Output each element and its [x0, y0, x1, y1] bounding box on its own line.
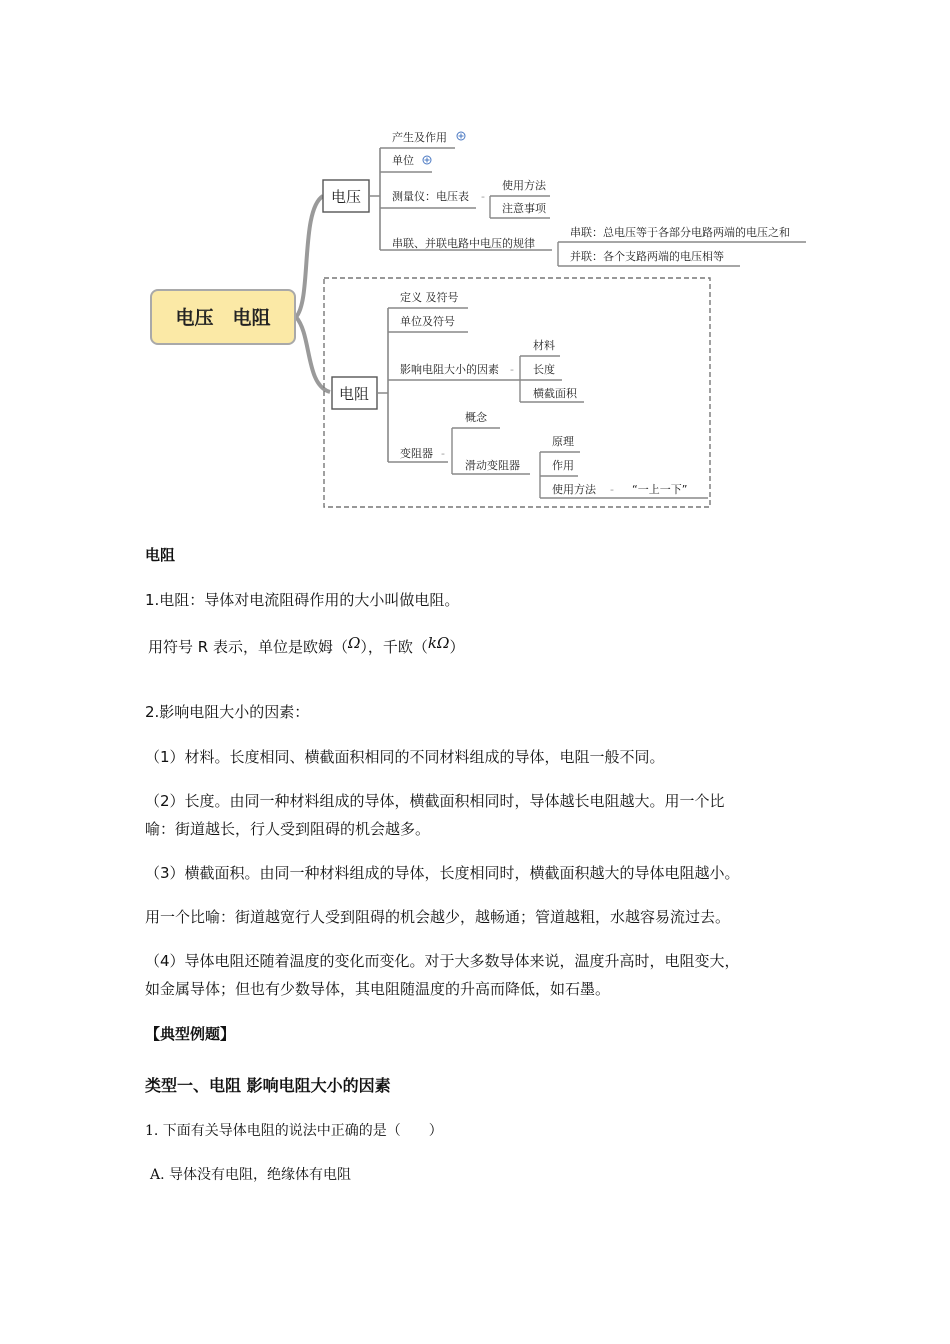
- ohm-symbol: Ω: [347, 634, 361, 652]
- resistance-connector: [377, 308, 388, 462]
- voltage-meter: 测量仪：电压表: [392, 190, 469, 203]
- resistance-child-lines: [388, 308, 520, 462]
- voltage-node-label: 电压: [330, 188, 362, 206]
- slider-function: 作用: [552, 459, 574, 472]
- svg-text:-: -: [441, 447, 445, 460]
- paragraph-factor-area-analogy: 用一个比喻：街道越宽行人受到阻碍的机会越少，越畅通；管道越粗，水越容易流过去。: [145, 908, 731, 926]
- question-1: 1. 下面有关导体电阻的说法中正确的是（ ）: [145, 1123, 443, 1139]
- examples-heading: 【典型例题】: [145, 1025, 236, 1043]
- type-heading: 类型一、电阻 影响电阻大小的因素: [145, 1076, 391, 1095]
- factor-length-line2: 喻：街道越长，行人受到阻碍的机会越多。: [145, 820, 431, 838]
- paragraph-units: [148, 633, 464, 661]
- slider-usage: 使用方法: [552, 483, 596, 496]
- rheostat-concept: 概念: [465, 411, 487, 424]
- units-text-c: ）: [449, 638, 465, 656]
- factor-temp-line2: 如金属导体；但也有少数导体，其电阻随温度的升高而降低，如石墨。: [145, 980, 611, 998]
- factor-area: 横截面积: [533, 387, 577, 400]
- resistance-unit: 单位及符号: [400, 315, 455, 328]
- voltage-rule: 串联、并联电路中电压的规律: [392, 237, 535, 250]
- question-1-option-a: A. 导体没有电阻，绝缘体有电阻: [150, 1167, 352, 1183]
- factor-temp-line1: （4）导体电阻还随着温度的变化而变化。对于大多数导体来说，温度升高时，电阻变大，: [145, 952, 740, 970]
- svg-text:-: -: [510, 363, 514, 376]
- voltage-production: 产生及作用: [392, 131, 447, 144]
- meter-notes: 注意事项: [502, 202, 546, 215]
- section-heading: 电阻: [145, 546, 176, 564]
- paragraph-factor-material: （1）材料。长度相同、横截面积相同的不同材料组成的导体，电阻一般不同。: [145, 748, 665, 766]
- mind-map: [0, 0, 950, 530]
- rheostat-slider: 滑动变阻器: [465, 459, 520, 472]
- meter-use: 使用方法: [502, 179, 546, 192]
- root-branch-voltage: [296, 196, 323, 317]
- kohm-symbol: kΩ: [427, 634, 450, 652]
- slider-principle: 原理: [552, 435, 574, 448]
- svg-text:-: -: [481, 190, 485, 203]
- paragraph-definition: 1.电阻：导体对电流阻碍作用的大小叫做电阻。: [145, 591, 460, 609]
- units-text-b: ），千欧（: [360, 638, 428, 656]
- voltage-series: 串联：总电压等于各部分电路两端的电压之和: [570, 226, 790, 239]
- svg-text:-: -: [610, 483, 614, 496]
- voltage-connector: [369, 148, 380, 250]
- paragraph-factor-length: [145, 787, 725, 843]
- usage-rule: “一上一下”: [632, 483, 688, 496]
- resistance-node-label: 电阻: [338, 385, 370, 403]
- factor-length-line1: （2）长度。由同一种材料组成的导体，横截面积相同时，导体越长电阻越大。用一个比: [145, 792, 725, 810]
- resistance-factors: 影响电阻大小的因素: [400, 363, 499, 376]
- root-branch-resistance: [296, 317, 330, 392]
- resistance-rheostat: 变阻器: [400, 447, 433, 460]
- factor-length: 长度: [533, 363, 555, 376]
- paragraph-factor-area: （3）横截面积。由同一种材料组成的导体，长度相同时，横截面积越大的导体电阻越小。: [145, 864, 740, 882]
- units-text-a: 用符号 R 表示，单位是欧姆（: [148, 638, 348, 656]
- voltage-unit: 单位: [392, 154, 414, 167]
- factor-material: 材料: [533, 339, 555, 352]
- paragraph-factor-temperature: [145, 947, 740, 1003]
- resistance-definition: 定义 及符号: [400, 291, 459, 304]
- voltage-parallel: 并联：各个支路两端的电压相等: [570, 250, 724, 263]
- root-node-label: 电压 电阻: [175, 307, 271, 329]
- paragraph-factors-title: 2.影响电阻大小的因素：: [145, 703, 310, 721]
